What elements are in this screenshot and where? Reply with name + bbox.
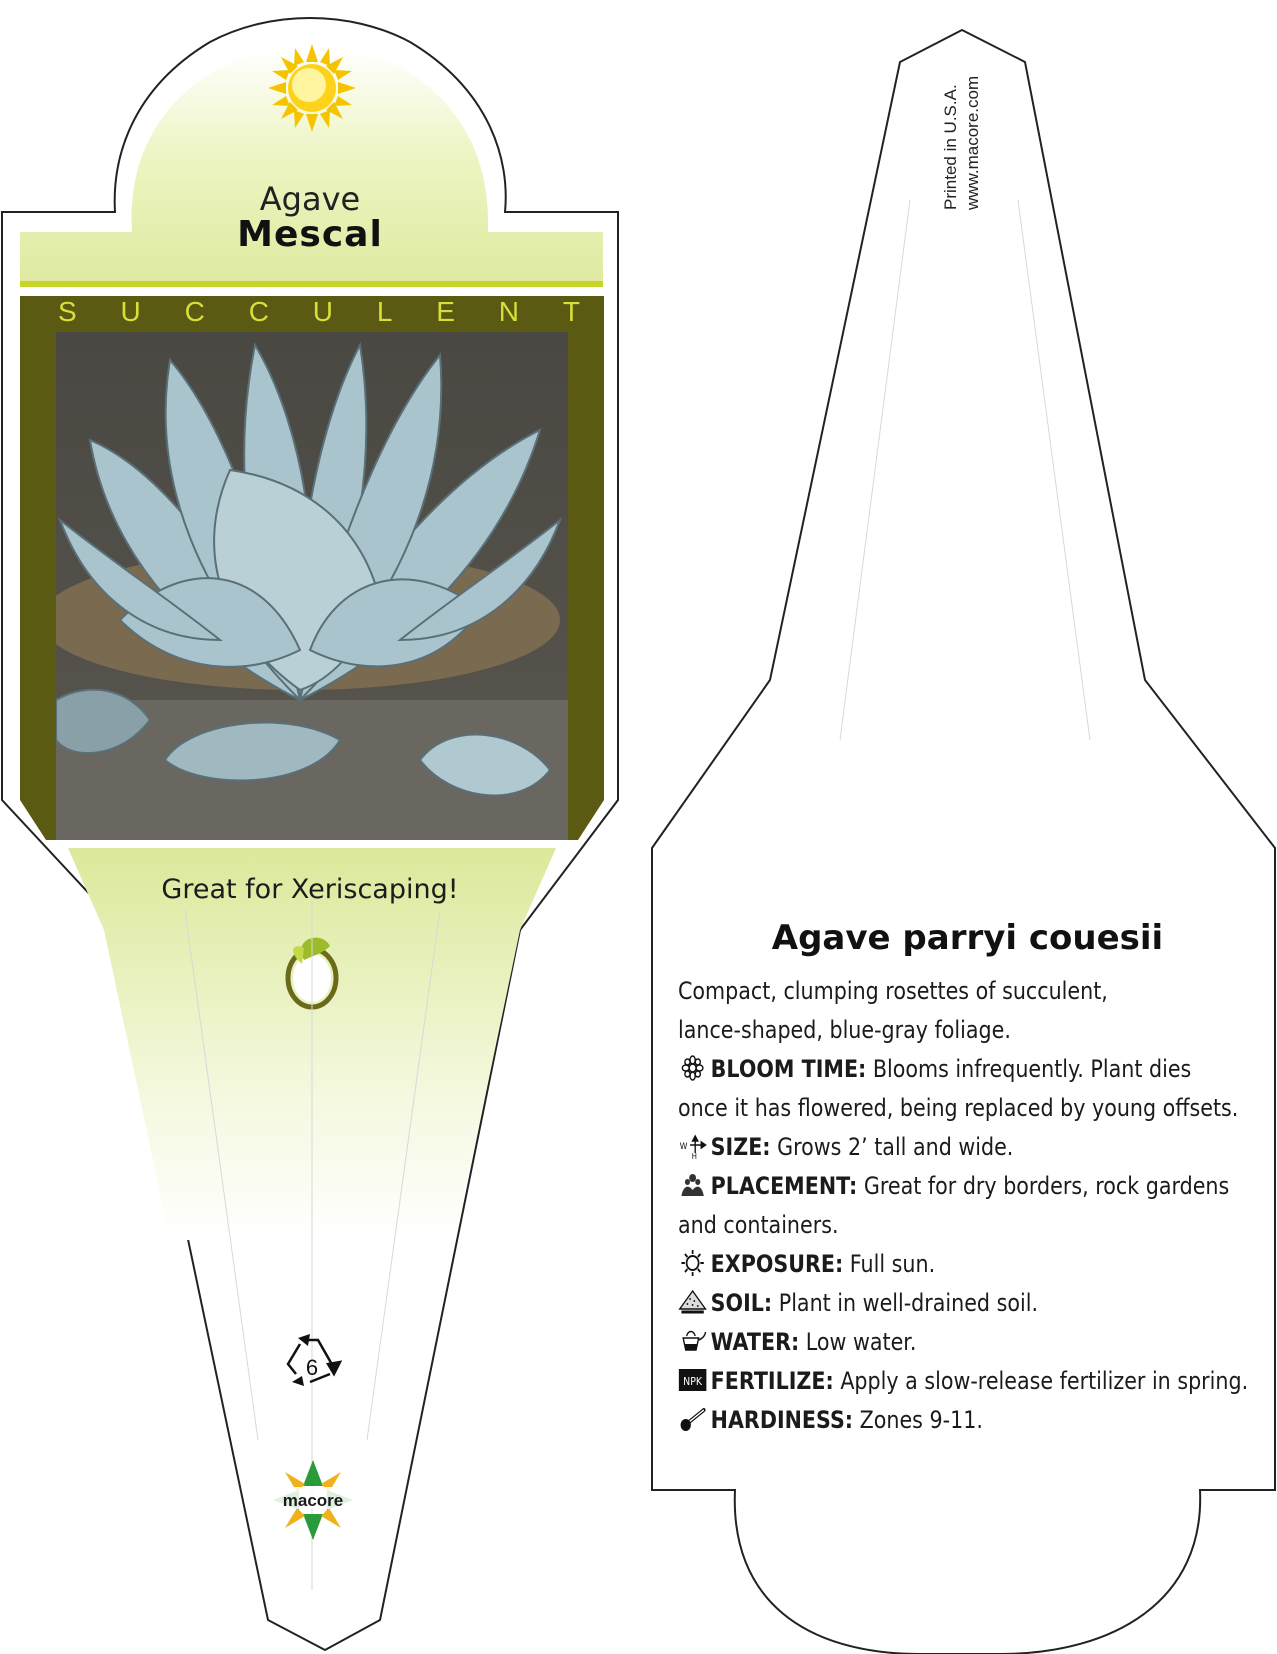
soil-icon (678, 1289, 707, 1315)
bloom-label: BLOOM TIME: (710, 1055, 867, 1083)
category-letter: T (562, 296, 580, 327)
printed-in: Printed in U.S.A. (941, 84, 960, 210)
category-label (58, 296, 580, 328)
category-letter: C (248, 296, 269, 327)
placement-label: PLACEMENT: (710, 1172, 858, 1200)
category-letter: L (376, 296, 393, 327)
printer-credit (940, 60, 984, 210)
exposure-row (678, 1245, 1277, 1284)
botanical-name: Agave parryi couesii (771, 918, 1164, 958)
hardiness-row (678, 1401, 1277, 1440)
header-rule (20, 281, 603, 287)
placement-text: Great for dry borders, rock gardens (857, 1172, 1230, 1200)
water-icon (678, 1328, 707, 1354)
placement-icon (678, 1172, 707, 1198)
thermometer-icon (678, 1406, 707, 1432)
category-letter: S (58, 296, 77, 327)
bloom-icon (678, 1055, 707, 1081)
bloom-row (678, 1050, 1277, 1089)
hardiness-label: HARDINESS: (710, 1406, 854, 1434)
water-row (678, 1323, 1277, 1362)
placement-row (678, 1167, 1277, 1206)
bloom-text: Blooms infrequently. Plant dies (866, 1055, 1192, 1083)
fertilize-label: FERTILIZE: (710, 1367, 834, 1395)
size-icon-w: W (679, 1140, 688, 1152)
size-icon (678, 1133, 707, 1159)
hardiness-text: Zones 9-11. (853, 1406, 983, 1434)
category-letter: C (184, 296, 205, 327)
npk-icon-label: NPK (683, 1375, 703, 1389)
size-icon-h: H (691, 1151, 697, 1159)
category-letter: E (436, 296, 455, 327)
water-label: WATER: (710, 1328, 800, 1356)
website: www.macore.com (963, 75, 982, 210)
common-name: Agave (259, 180, 361, 218)
tagline: Great for Xeriscaping! (161, 874, 459, 905)
category-letter: U (312, 296, 333, 327)
category-letter: N (498, 296, 520, 327)
fertilize-text: Apply a slow-release fertilizer in spring. (833, 1367, 1249, 1395)
brand-name: macore (282, 1491, 344, 1510)
npk-icon (678, 1367, 707, 1393)
exposure-label: EXPOSURE: (710, 1250, 844, 1278)
bloom-text-cont: once it has flowered, being replaced by young offsets. (678, 1094, 1239, 1122)
recycle-number: 6 (305, 1355, 319, 1380)
placement-text-cont: and containers. (678, 1211, 839, 1239)
water-text: Low water. (799, 1328, 917, 1356)
category-letter: U (120, 296, 141, 327)
exposure-icon (678, 1250, 707, 1276)
size-text: Grows 2’ tall and wide. (770, 1133, 1014, 1161)
size-row (678, 1128, 1277, 1167)
fertilize-row (678, 1362, 1277, 1401)
variety-name: Mescal (237, 214, 383, 255)
sun-icon (268, 44, 356, 132)
description-line: lance-shaped, blue-gray foliage. (678, 1016, 1011, 1044)
soil-text: Plant in well-drained soil. (772, 1289, 1039, 1317)
agave-photo (40, 332, 568, 840)
exposure-text: Full sun. (843, 1250, 936, 1278)
soil-label: SOIL: (710, 1289, 773, 1317)
description-line: Compact, clumping rosettes of succulent, (678, 977, 1108, 1005)
soil-row (678, 1284, 1277, 1323)
size-label: SIZE: (710, 1133, 771, 1161)
care-info (678, 972, 1277, 1440)
